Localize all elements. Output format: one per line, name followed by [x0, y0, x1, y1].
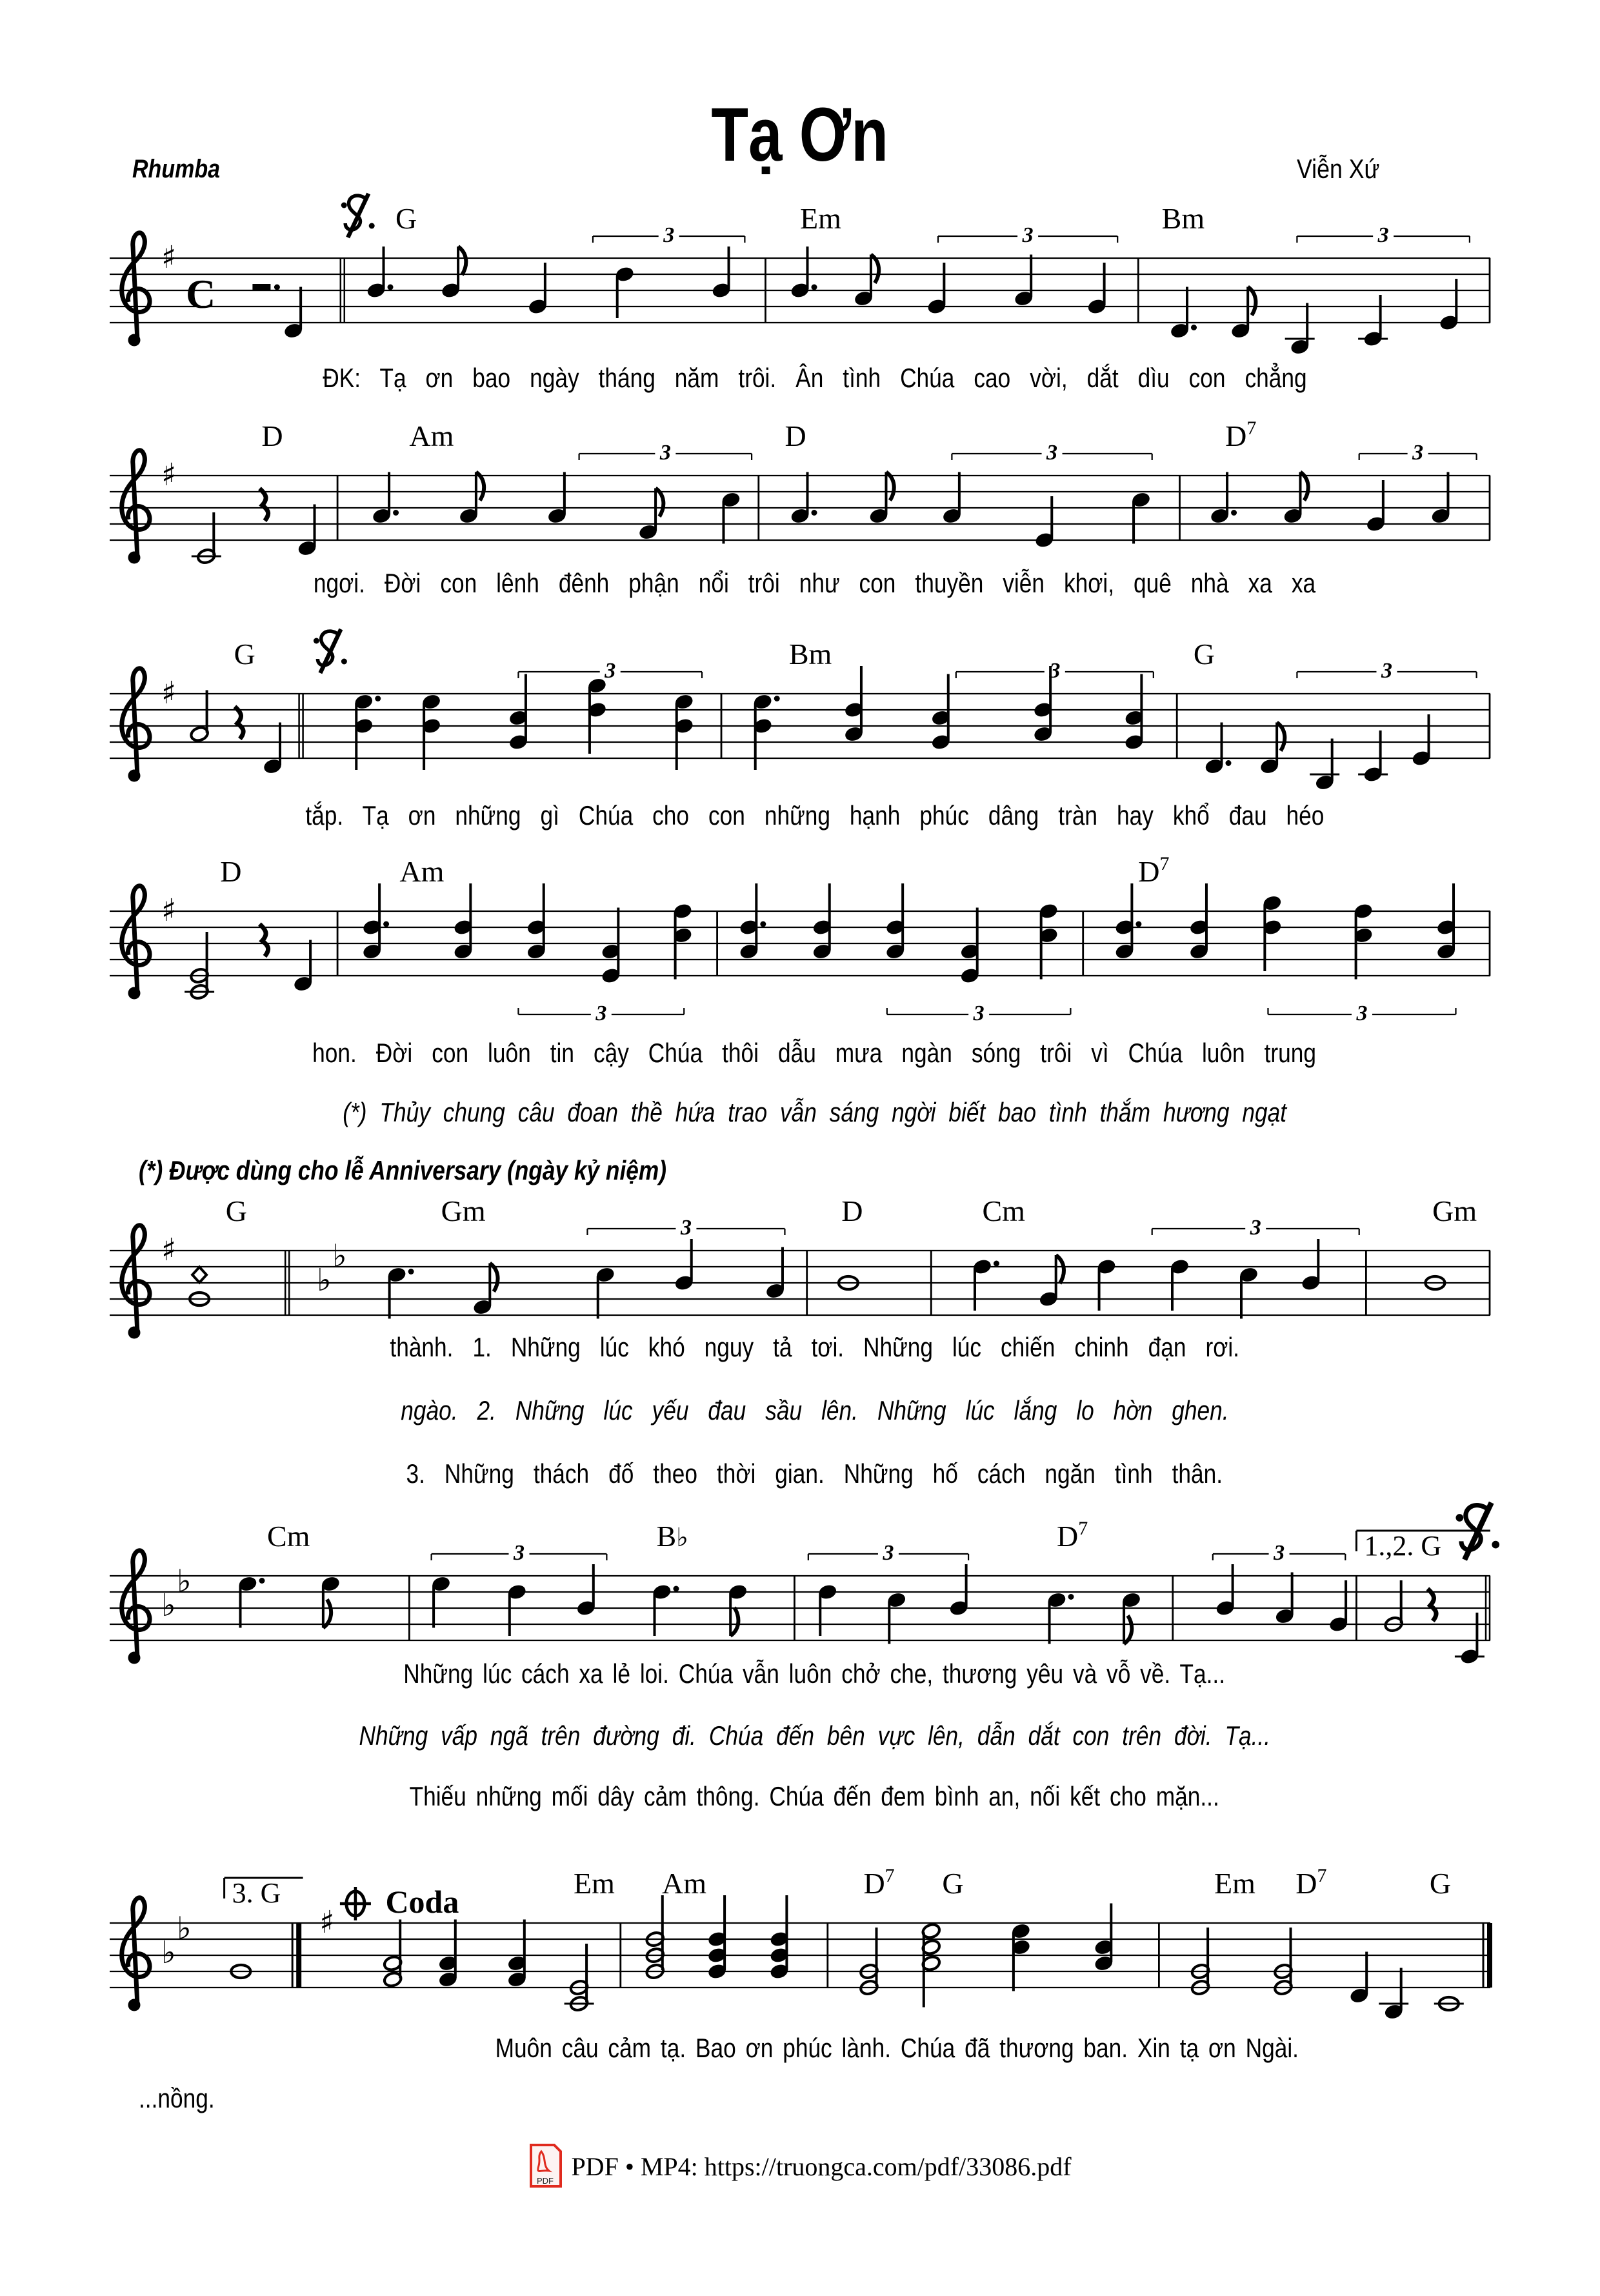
lyric-line-10: Những lúc cách xa lẻ loi. Chúa vẫn luôn chở che, thương yêu và vỗ về. Tạ...: [403, 1658, 1226, 1689]
svg-text:3: 3: [973, 1002, 985, 1025]
chord-label: D: [220, 855, 242, 888]
svg-text:♯: ♯: [161, 892, 177, 929]
footer-url: PDF • MP4: https://truongca.com/pdf/33086.pdf: [571, 2151, 1072, 2181]
svg-text:3: 3: [663, 223, 675, 247]
svg-text:♭: ♭: [177, 1910, 192, 1947]
chord-label: Bm: [1161, 202, 1205, 235]
chord-label: G: [1429, 1867, 1452, 1900]
chord-label: D: [261, 419, 283, 452]
svg-text:♭: ♭: [177, 1563, 192, 1600]
svg-text:3: 3: [1046, 441, 1058, 465]
svg-text:♭: ♭: [317, 1262, 332, 1298]
chord-label: Em: [1214, 1867, 1255, 1900]
lyric-line-5: (*) Thủy chung câu đoan thề hứa trao vẫn sáng ngời biết bao tình thắm hương ngạt: [343, 1097, 1286, 1127]
lyric-line-12: Thiếu những mối dây cảm thông. Chúa đến đem bình an, nối kết cho mặn...: [409, 1781, 1220, 1811]
svg-text:3: 3: [883, 1541, 894, 1565]
chord-label: Am: [399, 855, 445, 888]
chord-label: Bm: [788, 638, 832, 670]
svg-text:3: 3: [595, 1002, 607, 1025]
svg-text:3: 3: [1377, 223, 1389, 247]
lyric-line-2: ngơi. Đời con lênh đênh phận nổi trôi như con thuyền viễn khơi, quê nhà xa xa: [313, 568, 1316, 598]
chord-label: D: [785, 419, 806, 452]
lyric-line-1: ĐK: Tạ ơn bao ngày tháng năm trôi. Ân tình Chúa cao vời, dắt dìu con chẳng: [322, 363, 1307, 393]
lyric-line-11: Những vấp ngã trên đường đi. Chúa đến bên vực lên, dẫn dắt con trên đời. Tạ...: [359, 1720, 1270, 1751]
lyric-line-9: 3. Những thách đố theo thời gian. Những hố cách ngăn tình thân.: [406, 1458, 1223, 1489]
svg-text:3: 3: [1274, 1541, 1285, 1565]
tempo-label: Rhumba: [132, 155, 220, 183]
svg-text:3. G: 3. G: [232, 1877, 281, 1909]
svg-text:1.,2. G: 1.,2. G: [1364, 1530, 1442, 1562]
svg-text:3: 3: [605, 659, 616, 683]
lyric-line-6: (*) Được dùng cho lễ Anniversary (ngày kỷ niệm): [139, 1155, 667, 1185]
svg-text:♭: ♭: [332, 1238, 347, 1274]
svg-text:3: 3: [1049, 659, 1061, 683]
page-title: Tạ Ơn: [711, 92, 889, 177]
chord-label: Gm: [1432, 1194, 1477, 1227]
chord-label: $D^7$: [863, 1865, 895, 1900]
svg-text:3: 3: [1356, 1002, 1368, 1025]
lyric-line-4: hon. Đời con luôn tin cậy Chúa thôi dẫu mưa ngàn sóng trôi vì Chúa luôn trung: [312, 1038, 1317, 1068]
svg-text:3: 3: [1250, 1216, 1261, 1240]
svg-text:♯: ♯: [161, 675, 177, 711]
chord-label: $D^7$: [1295, 1865, 1327, 1900]
lyric-line-13: Muôn câu cảm tạ. Bao ơn phúc lành. Chúa đã thương ban. Xin tạ ơn Ngài.: [495, 2033, 1299, 2063]
svg-text:3: 3: [659, 441, 671, 465]
chord-label: D: [841, 1194, 863, 1227]
chord-label: Am: [409, 419, 454, 452]
chord-label: B♭: [656, 1520, 689, 1553]
pdf-icon: [528, 2144, 562, 2189]
footer-link[interactable]: [0, 2144, 1600, 2195]
chord-label: G: [395, 202, 417, 235]
lyric-line-7: thành. 1. Những lúc khó nguy tả tơi. Những lúc chiến chinh đạn rơi.: [390, 1332, 1239, 1362]
chord-label: Cm: [982, 1194, 1025, 1227]
chord-label: $D^7$: [1138, 853, 1170, 888]
svg-text:♯: ♯: [161, 239, 177, 276]
svg-text:♭: ♭: [161, 1935, 176, 1971]
svg-text:3: 3: [680, 1216, 692, 1240]
lyric-line-14: ...nồng.: [139, 2083, 215, 2113]
svg-text:♯: ♯: [161, 457, 177, 493]
svg-text:♭: ♭: [161, 1587, 176, 1624]
chord-label: G: [234, 638, 255, 670]
svg-text:PDF: PDF: [537, 2176, 554, 2186]
chord-label: G: [225, 1194, 247, 1227]
svg-text:3: 3: [1381, 659, 1392, 683]
chord-label: G: [942, 1867, 964, 1900]
chord-label: Cm: [266, 1520, 310, 1553]
svg-text:3: 3: [1412, 441, 1424, 465]
staff-system-5: [110, 1193, 1490, 1412]
staff-system-6: [110, 1518, 1490, 1737]
lyric-line-8: ngào. 2. Những lúc yếu đau sầu lên. Những lúc lắng lo hờn ghen.: [400, 1395, 1229, 1425]
chord-label: Em: [800, 202, 841, 235]
svg-text:♯: ♯: [161, 1232, 177, 1268]
svg-text:3: 3: [1022, 223, 1034, 247]
chord-label: $D^7$: [1057, 1518, 1088, 1553]
lyric-line-3: tắp. Tạ ơn những gì Chúa cho con những hạnh phúc dâng tràn hay khổ đau héo: [305, 800, 1325, 831]
chord-label: Gm: [441, 1194, 486, 1227]
svg-text:C: C: [186, 271, 216, 317]
svg-text:3: 3: [514, 1541, 525, 1565]
chord-label: $D^7$: [1225, 418, 1257, 452]
chord-label: G: [1193, 638, 1215, 670]
svg-text:♯: ♯: [319, 1904, 335, 1940]
chord-label: Em: [574, 1867, 615, 1900]
chord-label: Am: [662, 1867, 706, 1900]
composer-label: Viễn Xứ: [1297, 154, 1380, 184]
svg-text:Coda: Coda: [385, 1884, 459, 1920]
staff-system-2: [110, 418, 1490, 637]
